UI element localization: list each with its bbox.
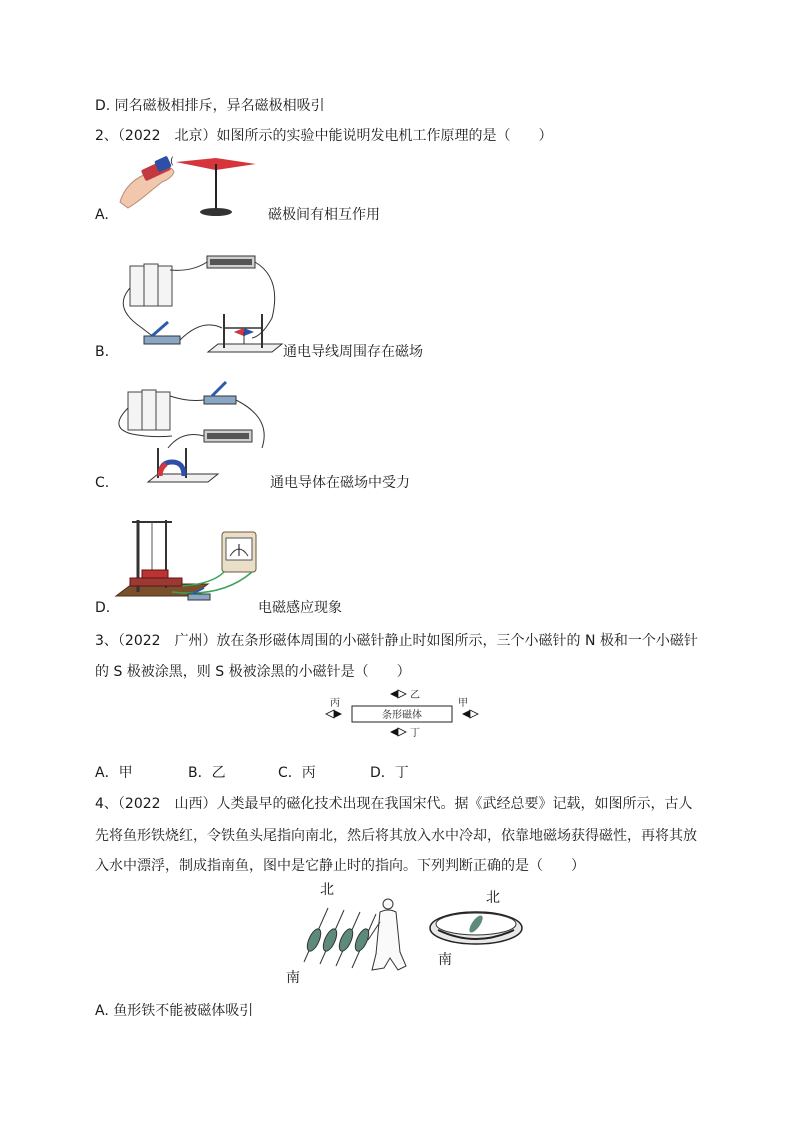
q1-option-d: D. 同名磁极相排斥，异名磁极相吸引	[95, 98, 325, 114]
needle-bing-icon	[326, 710, 342, 718]
battery-pack-icon	[130, 264, 172, 306]
q4-option-a: A. 鱼形铁不能被磁体吸引	[95, 1003, 254, 1019]
q4-stem-line3: 入水中漂浮，制成指南鱼，图中是它静止时的指向。下列判断正确的是（ ）	[95, 858, 585, 874]
rheostat-icon	[204, 430, 252, 442]
q3-option-a: A．甲	[95, 765, 133, 781]
switch-icon	[144, 322, 180, 344]
q2-figure-a	[112, 150, 272, 220]
iron-fish-row-icon	[304, 908, 376, 968]
q2-stem: 2、（2022 北京）如图所示的实验中能说明发电机工作原理的是（ ）	[95, 128, 553, 144]
q2-option-b-letter: B.	[95, 344, 110, 360]
q2-option-a-letter: A.	[95, 207, 109, 223]
q2-option-c-letter: C.	[95, 475, 110, 491]
left-south-label: 南	[286, 970, 300, 986]
q3-stem-line2: 的 S 极被涂黑，则 S 极被涂黑的小磁针是（ ）	[95, 664, 411, 680]
q2-figure-d	[112, 512, 262, 604]
hand-holding-magnet-icon	[120, 156, 174, 208]
q4-stem-line1: 4、（2022 山西）人类最早的磁化技术出现在我国宋代。据《武经总要》记载，如图所示，古人	[95, 796, 693, 812]
q2-option-b-caption: 通电导线周围存在磁场	[283, 344, 423, 360]
battery-pack-icon	[128, 390, 170, 430]
water-basin-with-fish-icon	[430, 912, 522, 944]
switch-icon	[204, 382, 236, 404]
q2-option-d-caption: 电磁感应现象	[258, 600, 342, 616]
q4-stem-line2: 先将鱼形铁烧红，令铁鱼头尾指向南北，然后将其放入水中冷却，依靠地磁场获得磁性，再将其放	[95, 828, 697, 844]
needle-yi-label: 乙	[410, 690, 420, 701]
ancient-person-icon	[368, 899, 406, 970]
galvanometer-icon	[222, 532, 256, 572]
rheostat-icon	[207, 256, 255, 268]
q3-bar-magnet-figure	[322, 686, 482, 740]
needle-jia-label: 甲	[458, 698, 468, 709]
q3-option-b: B．乙	[188, 765, 226, 781]
q3-stem-line1: 3、（2022 广州）放在条形磁体周围的小磁针静止时如图所示，三个小磁针的 N 极和一个小磁针	[95, 633, 698, 649]
q2-option-a-caption: 磁极间有相互作用	[268, 207, 380, 223]
needle-ding-label: 丁	[410, 728, 420, 739]
right-south-label: 南	[438, 952, 452, 968]
needle-bing-label: 丙	[330, 698, 340, 709]
compass-needle-stand-icon	[170, 156, 256, 216]
q3-option-d: D．丁	[370, 765, 409, 781]
q2-figure-c	[112, 378, 277, 490]
u-magnet-on-base-icon	[148, 448, 218, 482]
left-north-label: 北	[320, 882, 334, 898]
q2-option-d-letter: D.	[95, 600, 111, 616]
q2-option-c-caption: 通电导体在磁场中受力	[270, 475, 410, 491]
needle-jia-icon	[462, 710, 478, 718]
bar-magnet-label: 条形磁体	[382, 710, 422, 721]
right-north-label: 北	[486, 890, 500, 906]
needle-yi-icon	[390, 690, 406, 698]
q4-figure	[280, 878, 530, 986]
q2-figure-b	[112, 248, 287, 358]
q3-option-c: C．丙	[278, 765, 316, 781]
svg-text:(: (	[170, 156, 174, 167]
needle-ding-icon	[390, 728, 406, 736]
